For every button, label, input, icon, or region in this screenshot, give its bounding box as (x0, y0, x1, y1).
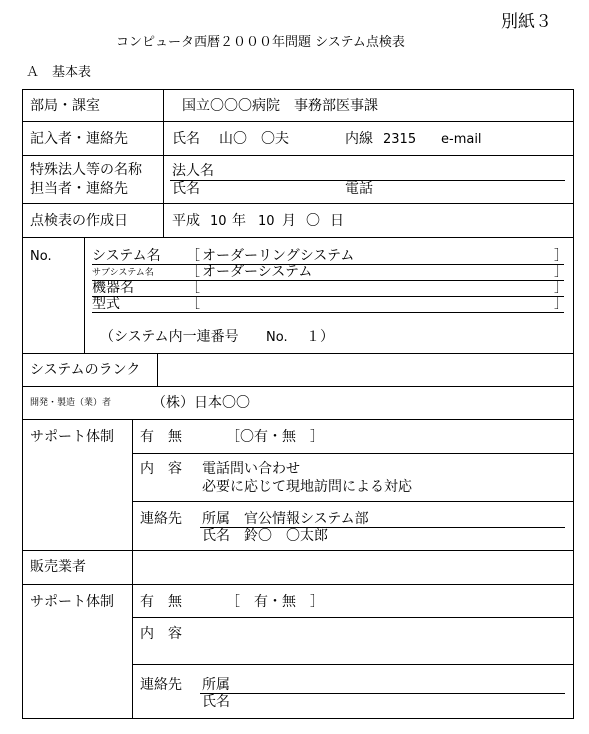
system-rank-label: システムのランク (30, 362, 141, 378)
dev-support-contact-label: 連絡先 (140, 511, 182, 527)
dev-support-contact-name: 氏名 鈴〇 〇太郎 (202, 528, 328, 544)
dev-support-affiliation: 所属 官公情報システム部 (202, 511, 369, 527)
subsystem-name-value: オーダーシステム (202, 264, 313, 280)
sell-support-affiliation: 所属 (202, 677, 230, 693)
sell-support-yn-label: 有 無 (140, 594, 182, 610)
dev-support-yn-label: 有 無 (140, 429, 182, 445)
recorder-label: 記入者・連絡先 (30, 131, 128, 147)
bracket-close: ］ (554, 264, 568, 280)
dev-support-label: サポート体制 (30, 429, 114, 445)
section-heading: Ａ 基本表 (26, 65, 92, 80)
subsystem-name-label: サブシステム名 (92, 268, 154, 278)
day-unit: 日 (330, 213, 344, 229)
bracket-open: ［ (186, 296, 200, 312)
recorder-name-value: 山〇 〇夫 (219, 131, 289, 147)
extension-value: 2315 (383, 132, 417, 147)
serial-label: （システム内一連番号 (100, 329, 239, 345)
dev-support-content-line1: 電話問い合わせ (202, 461, 300, 477)
created-day: 〇 (306, 213, 320, 229)
developer-label: 開発・製造（業）者 (30, 398, 112, 408)
corp-phone-label: 電話 (345, 181, 373, 197)
document-title: コンピュータ西暦２０００年問題 システム点検表 (116, 35, 405, 50)
sell-support-content-label: 内 容 (140, 626, 182, 642)
dev-support-content-label: 内 容 (140, 461, 182, 477)
sell-support-label: サポート体制 (30, 594, 114, 610)
sell-support-contact-name: 氏名 (202, 694, 230, 710)
serial-no-label: No. (266, 330, 288, 345)
department-label: 部局・課室 (30, 98, 100, 114)
bracket-close: ］ (554, 248, 568, 264)
bracket-open: ［ (186, 264, 200, 280)
serial-no-value: １） (306, 329, 334, 345)
dev-support-yn-value: ［〇有・無 ］ (226, 429, 324, 445)
department-value: 国立〇〇〇病院 事務部医事課 (182, 98, 378, 114)
contact-person-label: 担当者・連絡先 (30, 181, 128, 197)
system-name-value: オーダーリングシステム (202, 248, 355, 264)
attachment-label: 別紙３ (501, 12, 552, 32)
created-year: 10 (210, 214, 227, 229)
system-name-label: システム名 (92, 248, 161, 264)
bracket-open: ［ (186, 280, 200, 296)
dev-support-content-line2: 必要に応じて現地訪問による対応 (202, 479, 412, 495)
month-unit: 月 (282, 213, 296, 229)
model-label: 型式 (92, 296, 120, 312)
sell-support-yn-value: ［ 有・無 ］ (226, 594, 324, 610)
year-unit: 年 (232, 213, 246, 229)
recorder-name-label: 氏名 (172, 131, 200, 147)
bracket-close: ］ (554, 296, 568, 312)
no-label: No. (30, 249, 52, 264)
device-name-label: 機器名 (92, 280, 134, 296)
bracket-open: ［ (186, 248, 200, 264)
special-corp-label: 特殊法人等の名称 (30, 162, 142, 178)
email-label: e-mail (441, 132, 482, 147)
created-month: 10 (258, 214, 275, 229)
bracket-close: ］ (554, 280, 568, 296)
era: 平成 (172, 213, 200, 229)
sell-support-contact-label: 連絡先 (140, 677, 182, 693)
corp-person-name-label: 氏名 (172, 181, 200, 197)
corp-name-label: 法人名 (172, 163, 214, 179)
seller-label: 販売業者 (30, 559, 86, 575)
created-date-label: 点検表の作成日 (30, 213, 128, 229)
extension-label: 内線 (345, 131, 373, 147)
developer-value: （株）日本〇〇 (152, 395, 250, 411)
